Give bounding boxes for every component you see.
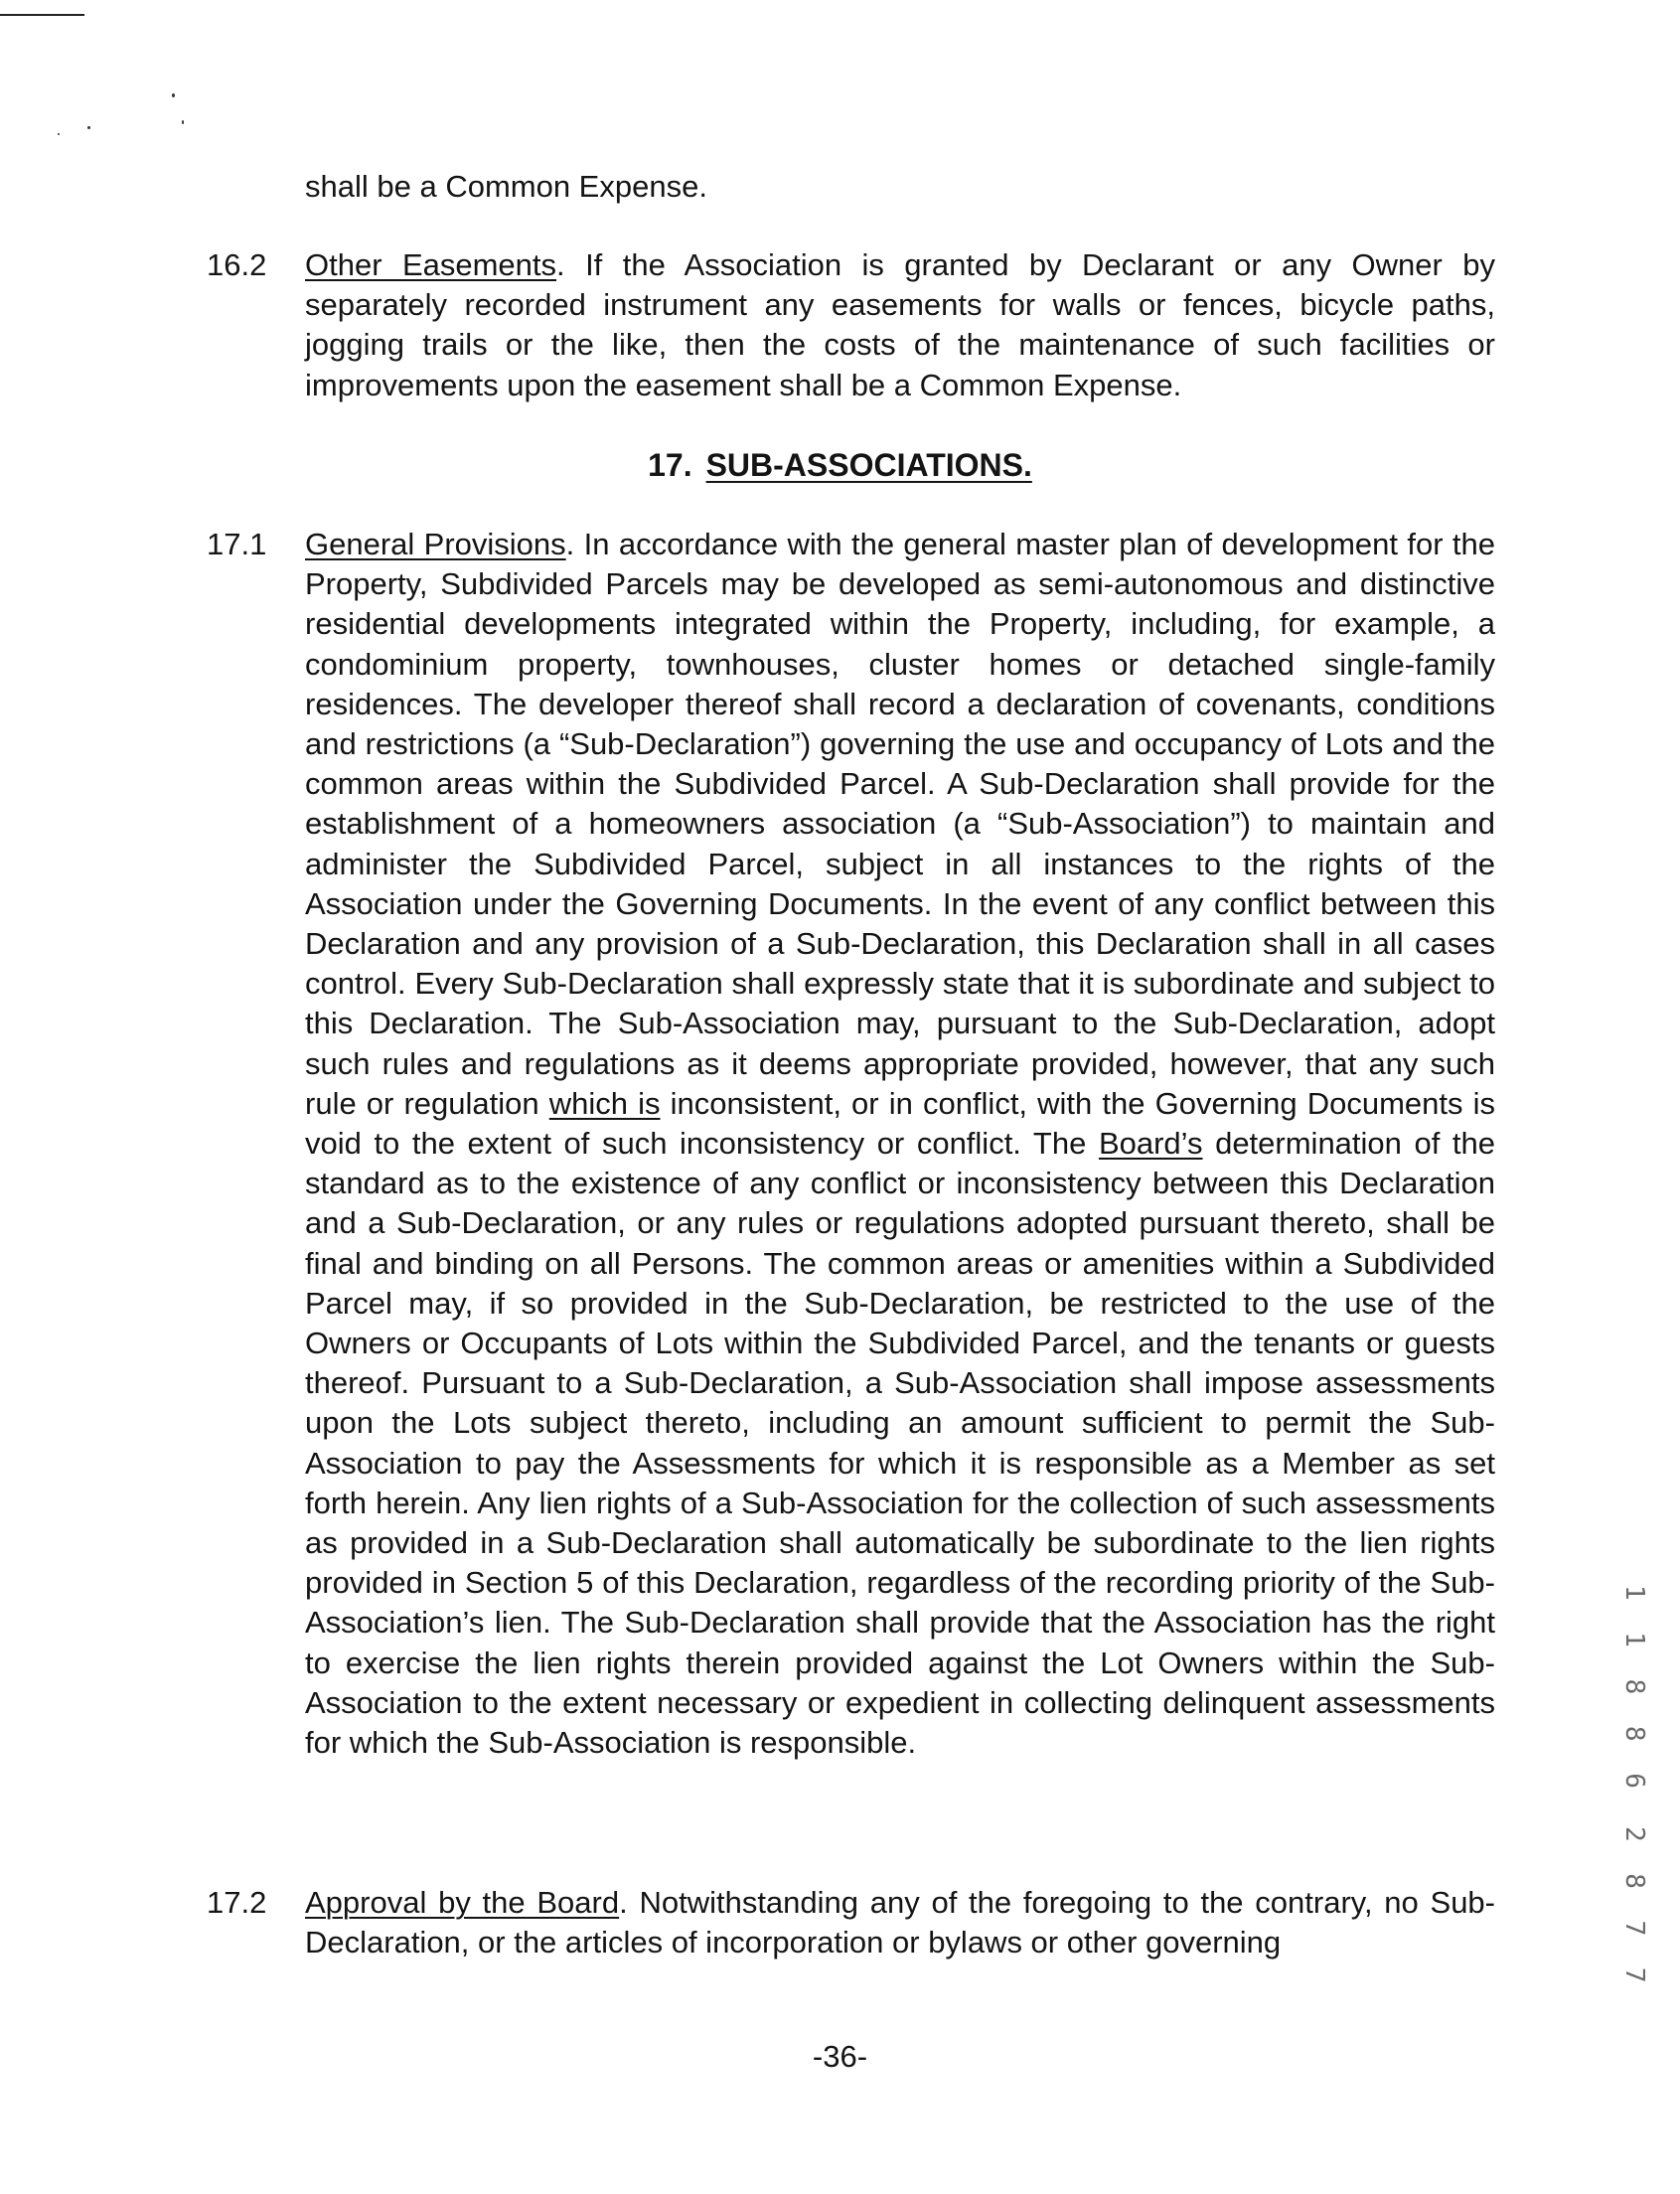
section-body: . In accordance with the general master plan of development for the Property, Subdivided Parcels may be developed as semi-autonomous and distinctive residential developments integrated within the Property, including, for example, a condominium property, townhouses, cluster homes or detached single-family residences. The developer thereof shall record a declaration of covenants, conditions and restrictions (a “Sub-Declaration”) governing the use and occupancy of Lots and the common areas within the Subdivided Parcel. A Sub-Declaration shall provide for the establishment of a homeowners association (a “Sub-Association”) to maintain and administer the Subdivided Parcel, subject in all instances to the rights of the Association under the Governing Documents. In the event of any conflict between this Declaration and any provision of a Sub-Declaration, this Declaration shall in all cases control. Every Sub-Declaration shall expressly state that it is subordinate and subject to this Declaration. The Sub-Association may, pursuant to the Sub-Declaration, adopt such rules and regulations as it deems appropriate provided, however, that any such rule or regulation	[305, 527, 1495, 1121]
underlined-phrase: Board’s	[1098, 1126, 1203, 1162]
stamp-number-1: 1 1 8 8 6	[1619, 1585, 1649, 1797]
scan-speck	[172, 93, 175, 97]
section-body: inconsistent, or in conflict, with the Governing Documents is void to the extent of such inconsistency or conflict. The	[305, 1085, 1496, 1162]
section-number: 17.1	[207, 527, 267, 561]
section-body: . If the Association is granted by Declarant or any Owner by separately recorded instrument any easements for walls or fences, bicycle paths, jogging trails or the like, then the costs of the maintenance of such facilities or improvements upon the easement shall be a Common Expense.	[305, 247, 1495, 402]
section-title: General Provisions	[305, 527, 566, 561]
heading-title: SUB-ASSOCIATIONS.	[705, 447, 1032, 483]
page-number: -36-	[812, 2039, 868, 2074]
stamp-number-2: 2 8 7 7	[1619, 1825, 1649, 1991]
underlined-phrase: which is	[548, 1085, 661, 1121]
top-rule-line	[0, 14, 84, 16]
scan-speck	[58, 133, 60, 135]
section-number: 16.2	[207, 247, 267, 282]
section-title: Other Easements	[305, 247, 557, 282]
heading-number: 17.	[648, 447, 692, 483]
section-title: Approval by the Board	[305, 1885, 620, 1920]
section-number: 17.2	[207, 1885, 267, 1920]
section-17-2	[305, 1883, 1495, 1962]
scan-speck	[182, 120, 184, 124]
section-17-1	[305, 525, 1495, 1763]
scan-speck	[87, 126, 90, 129]
recording-stamp	[1609, 1585, 1659, 1991]
continuation-text: shall be a Common Expense.	[305, 169, 707, 204]
article-heading	[0, 445, 1680, 485]
section-body: . Notwithstanding any of the foregoing to the contrary, no Sub-Declaration, or the articles of incorporation or bylaws or other governing	[305, 1885, 1496, 1960]
section-body: determination of the standard as to the existence of any conflict or inconsistency between this Declaration and a Sub-Declaration, or any rules or regulations adopted pursuant thereto, shall be final and binding on all Persons. The common areas or amenities within a Subdivided Parcel may, if so provided in the Sub-Declaration, be restricted to the use of the Owners or Occupants of Lots within the Subdivided Parcel, and the tenants or guests thereof. Pursuant to a Sub-Declaration, a Sub-Association shall impose assessments upon the Lots subject thereto, including an amount sufficient to permit the Sub-Association to pay the Assessments for which it is responsible as a Member as set forth herein. Any lien rights of a Sub-Association for the collection of such assessments as provided in a Sub-Declaration shall automatically be subordinate to the lien rights provided in Section 5 of this Declaration, regardless of the recording priority of the Sub-Association’s lien. The Sub-Declaration shall provide that the Association has the right to exercise the lien rights therein provided against the Lot Owners within the Sub-Association to the extent necessary or expedient in collecting delinquent assessments for which the Sub-Association is responsible.	[305, 1126, 1495, 1761]
section-16-2	[305, 245, 1495, 405]
